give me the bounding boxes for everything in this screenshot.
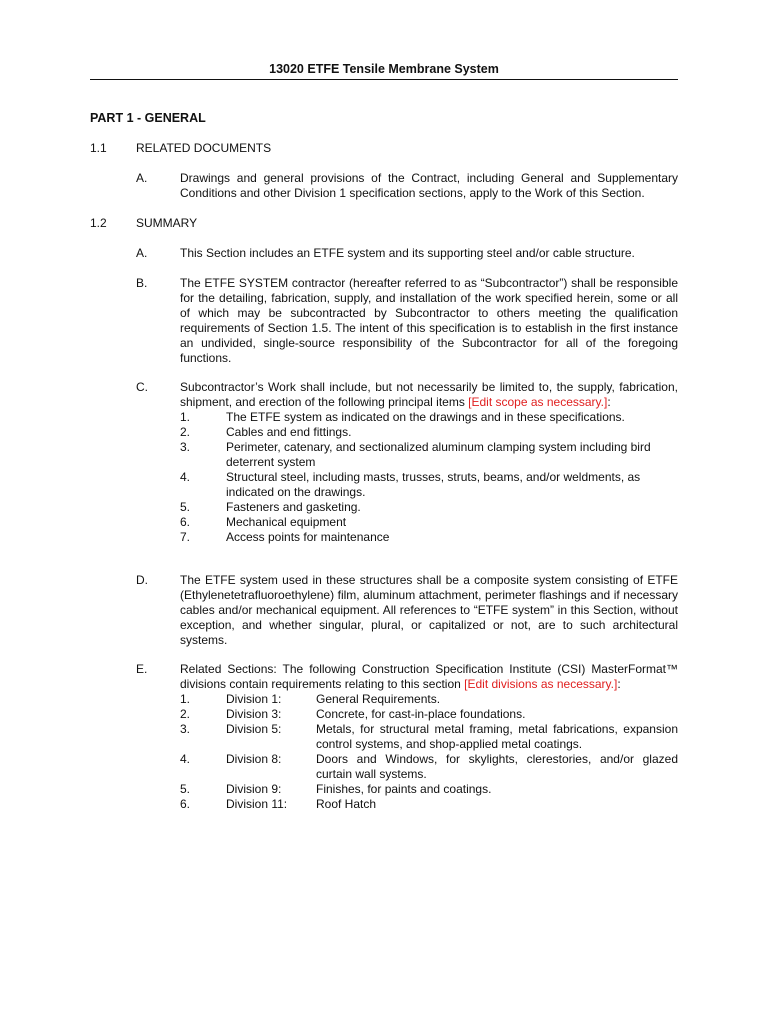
item-number: 6. <box>180 515 191 529</box>
division-item <box>180 722 678 752</box>
editor-note: [Edit divisions as necessary.] <box>464 677 618 691</box>
list-item <box>180 425 678 440</box>
item-number: 6. <box>180 797 191 811</box>
division-item <box>180 692 678 707</box>
paragraph-letter: A. <box>136 246 148 260</box>
division-label: Division 5: <box>226 722 282 736</box>
paragraph-text: The ETFE system used in these structures shall be a composite system consisting of ETFE (Ethylenetetrafluoroethylene) film, aluminum attachment, perimeter flashings and if necessary cables and/or mechanical equipment. All references to “ETFE system” in this Section, without exception, and whether singular, plural, or capitalized or not, are to such architectural systems. <box>180 573 678 647</box>
division-label: Division 11: <box>226 797 288 811</box>
paragraph-colon: : <box>617 677 621 691</box>
paragraph-colon: : <box>607 395 611 409</box>
section-number: 1.2 <box>90 216 107 230</box>
section-heading-1-2 <box>90 216 197 231</box>
item-number: 1. <box>180 692 191 706</box>
paragraph-letter: E. <box>136 662 148 676</box>
division-description: Concrete, for cast-in-place foundations. <box>316 707 526 721</box>
paragraph-text: The ETFE SYSTEM contractor (hereafter referred to as “Subcontractor”) shall be responsible for the detailing, fabrication, supply, and installation of the work specified herein, some or all of which may be subcontracted by Subcontractor to others meeting the qualification requirements of Section 1.5. The intent of this specification is to establish in the first instance an undivided, single-source responsibility of the Subcontractor for all of the foregoing functions. <box>180 276 678 365</box>
list-item <box>180 470 678 500</box>
item-number: 2. <box>180 707 191 721</box>
division-description: Finishes, for paints and coatings. <box>316 782 492 796</box>
list-item <box>180 530 678 545</box>
division-list <box>180 692 678 812</box>
section-title: SUMMARY <box>136 216 198 230</box>
item-number: 7. <box>180 530 191 544</box>
section-title: RELATED DOCUMENTS <box>136 141 272 155</box>
item-text: Fasteners and gasketing. <box>226 500 361 514</box>
item-text: Mechanical equipment <box>226 515 347 529</box>
paragraph-1-2-d <box>136 573 678 648</box>
item-number: 3. <box>180 440 191 454</box>
item-number: 1. <box>180 410 191 424</box>
paragraph-text: This Section includes an ETFE system and its supporting steel and/or cable structure. <box>180 246 635 260</box>
division-label: Division 1: <box>226 692 282 706</box>
item-number: 4. <box>180 752 191 766</box>
paragraph-text: Drawings and general provisions of the Contract, including General and Supplementary Conditions and other Division 1 specification sections, apply to the Work of this Section. <box>180 171 678 200</box>
list-item <box>180 410 678 425</box>
division-item <box>180 797 678 812</box>
paragraph-1-1-a <box>136 171 678 201</box>
item-text: Structural steel, including masts, trusses, struts, beams, and/or weldments, as indicated on the drawings. <box>226 470 641 499</box>
item-text: Perimeter, catenary, and sectionalized aluminum clamping system including bird deterrent system <box>226 440 651 469</box>
paragraph-letter: C. <box>136 380 148 394</box>
paragraph-letter: D. <box>136 573 148 587</box>
item-number: 5. <box>180 782 191 796</box>
paragraph-1-2-a <box>136 246 678 261</box>
paragraph-letter: B. <box>136 276 148 290</box>
list-item <box>180 515 678 530</box>
item-number: 5. <box>180 500 191 514</box>
division-description: Roof Hatch <box>316 797 377 811</box>
paragraph-letter: A. <box>136 171 148 185</box>
item-text: Cables and end fittings. <box>226 425 352 439</box>
list-item <box>180 440 678 470</box>
item-number: 2. <box>180 425 191 439</box>
paragraph-1-2-b <box>136 276 678 366</box>
item-number: 3. <box>180 722 191 736</box>
division-item <box>180 752 678 782</box>
division-label: Division 8: <box>226 752 282 766</box>
paragraph-1-2-c <box>136 380 678 545</box>
section-number: 1.1 <box>90 141 107 155</box>
division-description: General Requirements. <box>316 692 441 706</box>
paragraph-text <box>180 662 678 692</box>
section-heading-1-1 <box>90 141 271 156</box>
item-list <box>180 410 678 545</box>
list-item <box>180 500 678 515</box>
paragraph-1-2-e <box>136 662 678 812</box>
page-header: 13020 ETFE Tensile Membrane System <box>90 62 678 80</box>
division-description: Doors and Windows, for skylights, clerestories, and/or glazed curtain wall systems. <box>316 752 678 781</box>
part-title: PART 1 - GENERAL <box>90 111 206 125</box>
paragraph-text <box>180 380 678 410</box>
editor-note: [Edit scope as necessary.] <box>468 395 608 409</box>
division-item <box>180 707 678 722</box>
item-text: Access points for maintenance <box>226 530 390 544</box>
division-label: Division 3: <box>226 707 282 721</box>
paragraph-main-text: Related Sections: The following Construction Specification Institute (CSI) MasterFormat™ divisions contain requirements relating to this section <box>180 662 678 691</box>
division-description: Metals, for structural metal framing, metal fabrications, expansion control systems, and shop-applied metal coatings. <box>316 722 678 751</box>
paragraph-main-text: Subcontractor’s Work shall include, but not necessarily be limited to, the supply, fabrication, shipment, and erection of the following principal items <box>180 380 678 409</box>
division-item <box>180 782 678 797</box>
item-number: 4. <box>180 470 191 484</box>
item-text: The ETFE system as indicated on the drawings and in these specifications. <box>226 410 625 424</box>
division-label: Division 9: <box>226 782 282 796</box>
